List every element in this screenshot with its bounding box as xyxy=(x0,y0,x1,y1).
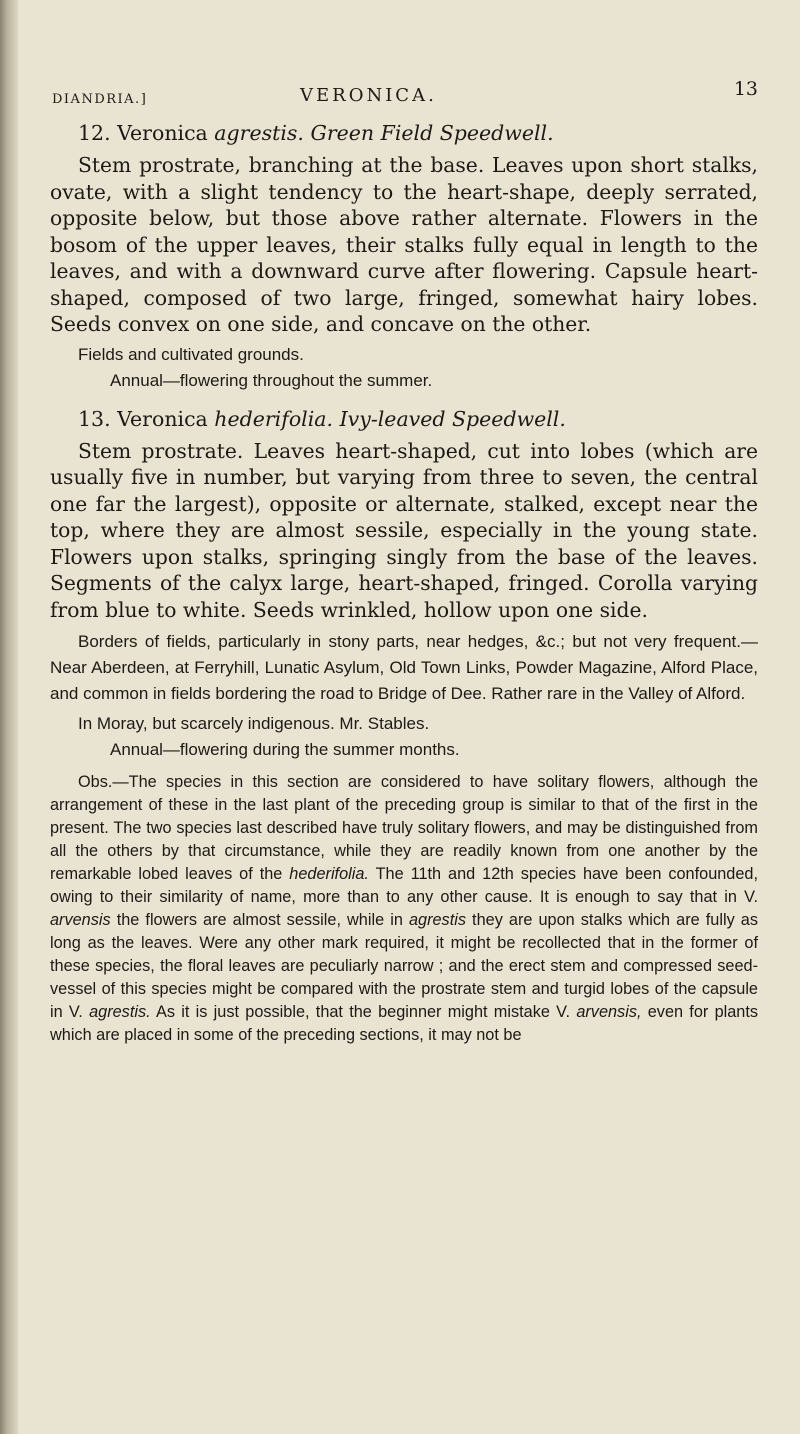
obs-italic: agrestis xyxy=(408,911,466,929)
species-number-genus: 12. Veronica xyxy=(78,121,215,145)
species-duration: Annual—flowering throughout the summer. xyxy=(110,370,433,390)
obs-label: Obs. xyxy=(78,773,113,791)
species-localities: Borders of fields, particularly in stony parts, near hedges, &c.; but not very frequent.—Near Aberdeen, at Ferryhill, Lunatic Asylum, Old Town Links, Powder Magazine, Alford Place, and common in fields bordering the road to Bridge of Dee. Rather rare in the Valley of Alford. xyxy=(50,632,758,703)
book-spine-shadow xyxy=(0,0,18,1434)
species-common-name: Green Field Speedwell. xyxy=(310,121,554,145)
observation-paragraph xyxy=(50,771,758,1047)
species-latin-name: agrestis. xyxy=(214,121,304,145)
obs-text: —The species in this section are considered to have solitary flowers, although the arrangement of these in the last plant of the preceding group is similar to that of the first in the present. The two species last described have truly solitary flowers, and may be distinguished from all the others by that circumstance, while they are readily known from one another by the remarkable lobed leaves of the xyxy=(50,773,758,883)
book-page xyxy=(50,78,758,1047)
species-entry-12 xyxy=(50,118,758,394)
obs-text: The 11th and 12th species have been confounded, owing to their similarity of name, more than to any other cause. It is enough to say that in V. xyxy=(50,865,758,906)
species-heading xyxy=(78,118,758,148)
page-number: 13 xyxy=(733,78,758,100)
obs-text: the flowers are almost sessile, while in xyxy=(110,911,409,929)
species-number-genus: 13. Veronica xyxy=(78,406,215,431)
header-section: DIANDRIA.] xyxy=(52,92,148,107)
obs-text: As it is just possible, that the beginner might mistake V. xyxy=(150,1003,577,1021)
obs-italic: arvensis, xyxy=(576,1003,642,1021)
species-description: Stem prostrate, branching at the base. Leaves upon short stalks, ovate, with a slight tendency to the heart-shape, deeply serrated, opposite below, but those above rather alternate. Flowers in the bosom of the upper leaves, their stalks fully equal in length to the leaves, and with a downward curve after flowering. Capsule heart-shaped, composed of two large, fringed, somewhat hairy lobes. Seeds convex on one side, and concave on the other. xyxy=(50,153,758,336)
species-habitat: Fields and cultivated grounds. xyxy=(78,344,304,364)
obs-italic: hederifolia. xyxy=(289,865,369,883)
running-header xyxy=(50,78,758,118)
species-localities-moray: In Moray, but scarcely indigenous. Mr. Stables. xyxy=(78,714,430,733)
obs-italic: agrestis. xyxy=(89,1003,151,1021)
obs-text: even for plants which are placed in some of the preceding sections, it may not be xyxy=(50,1003,759,1044)
species-entry-13 xyxy=(50,404,758,764)
species-heading xyxy=(78,404,758,434)
species-common-name: Ivy-leaved Speedwell. xyxy=(339,406,566,431)
species-latin-name: hederifolia. xyxy=(214,406,334,431)
species-duration: Annual—flowering during the summer months. xyxy=(110,740,460,759)
obs-italic: arvensis xyxy=(50,911,111,929)
species-description: Stem prostrate. Leaves heart-shaped, cut into lobes (which are usually five in number, but varying from three to seven, the central one far the largest), opposite or alternate, stalked, except near the top, where they are almost sessile, especially in the young state. Flowers upon stalks, springing singly from the base of the leaves. Segments of the calyx large, heart-shaped, fringed. Corolla varying from blue to white. Seeds wrinkled, hollow upon one side. xyxy=(50,438,758,622)
header-genus: VERONICA. xyxy=(300,85,437,106)
obs-text: they are upon stalks which are fully as long as the leaves. Were any other mark required, it might be recollected that in the former of these species, the floral leaves are peculiarly narrow ; and the erect stem and compressed seed-vessel of this species might be compared with the prostrate stem and turgid lobes of the capsule in V. xyxy=(50,911,758,1021)
